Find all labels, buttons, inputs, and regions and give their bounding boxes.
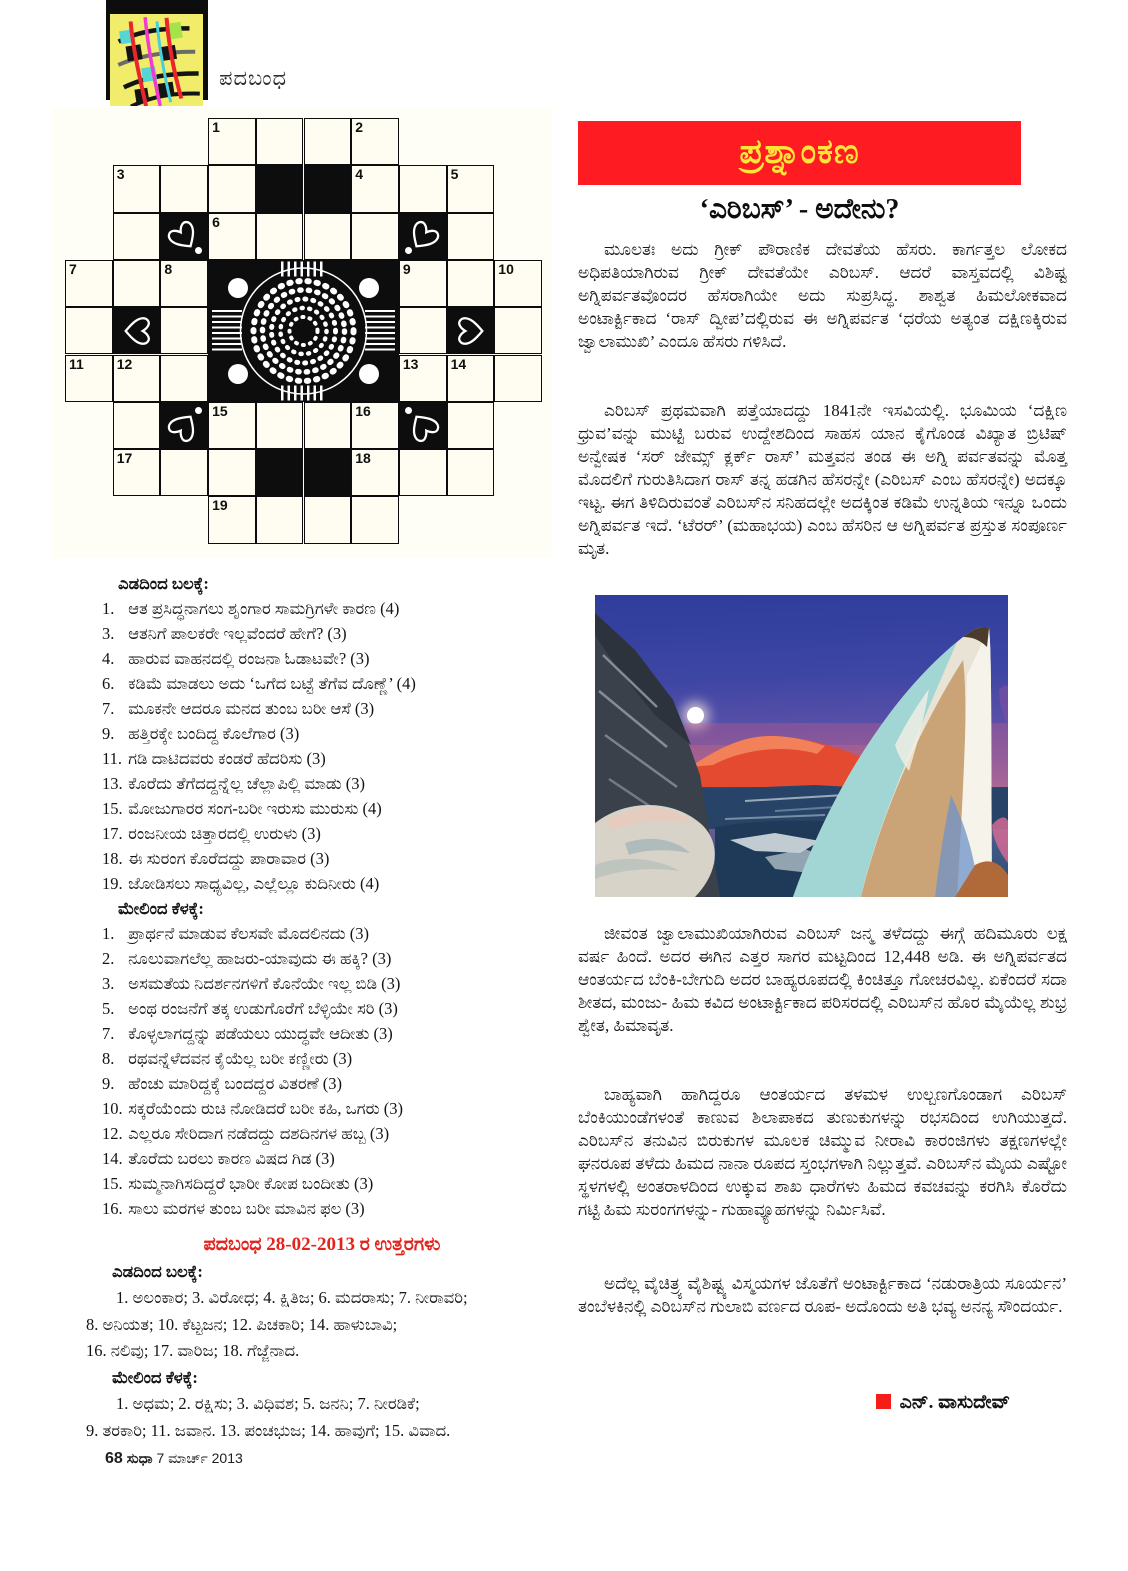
grid-cell [399,307,447,354]
grid-cell [208,118,256,165]
clues-block [98,571,550,1221]
erebus-photo [595,595,1008,897]
grid-cell [160,355,208,402]
clue-number: 11 [69,355,84,372]
clue-number: 17 [116,450,133,467]
across-heading: ಎಡದಿಂದ ಬಲಕ್ಕೆ: [118,574,209,593]
grid-cell [256,118,304,165]
down-clues [98,921,550,1221]
answers-across-lines [86,1285,558,1365]
answers-heading: ಪದಬಂಧ 28-02-2013 ರ ಉತ್ತರಗಳು [203,1234,441,1255]
across-clues [98,596,550,896]
clue-number: 6 [212,213,220,230]
heart-icon [120,313,154,349]
grid-cell [399,402,447,449]
grid-cell [160,165,208,212]
grid-cell [351,402,399,449]
article-paragraph: ಅದೆಲ್ಲ ವೈಚಿತ್ರ್ಯ ವೈಶಿಷ್ಟ್ಯ ವಿಸ್ಮಯಗಳ ಜೊತೆಗೆ ಅಂಟಾರ್ಕ್ಟಿಕಾದ ‘ನಡುರಾತ್ರಿಯ ಸೂರ್ಯನ’ ತಂಬೆಳಕಿನಲ್ಲಿ ಎರಿಬಸ್‌ನ ಗುಲಾಬಿ ವರ್ಣದ ರೂಪ- ಅದೊಂದು ಅತಿ ಭವ್ಯ ಅನನ್ಯ ಸೌಂದರ್ಯ. [578,1274,1067,1316]
down-clue: 1. ಪ್ರಾರ್ಥನೆ ಮಾಡುವ ಕೆಲಸವೇ ಮೊದಲಿನದು (3) [102,924,369,943]
heart-icon [454,313,488,349]
down-clue: 7. ಕೊಳ್ಳಲಾಗದ್ದನ್ನು ಪಡೆಯಲು ಯುದ್ಧವೇ ಆದೀತು (3) [102,1024,393,1043]
across-clue: 7. ಮೂಕನೇ ಆದರೂ ಮನದ ತುಂಬ ಬರೀ ಆಸೆ (3) [102,699,375,718]
grid-cell [113,260,161,307]
across-clue: 18. ಈ ಸುರಂಗ ಕೊರೆದದ್ದು ಪಾರಾವಾರ (3) [102,849,330,868]
article-paragraph: ಮೂಲತಃ ಅದು ಗ್ರೀಕ್ ಪೌರಾಣಿಕ ದೇವತೆಯ ಹೆಸರು. ಕಾರ್ಗತ್ತಲ ಲೋಕದ ಅಧಿಪತಿಯಾಗಿರುವ ಗ್ರೀಕ್ ದೇವತೆಯೇ ಎರಿಬಸ್. ಆದರೆ ವಾಸ್ತವದಲ್ಲಿ ವಿಶಿಷ್ಟ ಅಗ್ನಿಪರ್ವತವೊಂದರ ಹೆಸರಾಗಿಯೇ ಅದು ಸುಪ್ರಸಿದ್ಧ. ಶಾಶ್ವತ ಹಿಮಲೋಕವಾದ ಅಂಟಾರ್ಕ್ಟಿಕಾದ ‘ರಾಸ್ ದ್ವೀಪ’ದಲ್ಲಿರುವ ಈ ಅಗ್ನಿಪರ್ವತ ‘ಧರೆಯ ಅತ್ಯಂತ ದಕ್ಷಿಣಕ್ಕಿರುವ ಜ್ವಾಲಾಮುಖಿ’ ಎಂದೂ ಹೆಸರು ಗಳಿಸಿದೆ. [578,240,1067,351]
issue-date: 7 ಮಾರ್ಚ್ 2013 [156,1450,243,1466]
down-clue: 2. ನೂಲುವಾಗಲೆಲ್ಲ ಹಾಜರು-ಯಾವುದು ಈ ಹಕ್ಕಿ? (3) [102,949,392,968]
down-clue: 5. ಅಂಥ ರಂಜನೆಗೆ ತಕ್ಕ ಉಡುಗೊರೆಗೆ ಬೆಳ್ಳಿಯೇ ಸರಿ (3) [102,999,398,1018]
grid-cell [160,449,208,496]
clue-number: 9 [402,260,411,277]
photo-art [595,595,1008,897]
grid-cell [65,307,113,354]
answers-line: 1. ಅಲಂಕಾರ; 3. ವಿರೋಧ; 4. ಕ್ಷಿತಿಜ; 6. ಮದರಾಸು; 7. ನೀರಾವರಿ; [116,1288,468,1307]
article-kicker-banner: ಪ್ರಶ್ನಾಂಕಣ [578,121,1021,185]
grid-cell [160,213,208,260]
grid-cell [351,165,399,212]
grid-cell [113,213,161,260]
down-clue: 16. ಸಾಲು ಮರಗಳ ತುಂಬ ಬರೀ ಮಾವಿನ ಫಲ (3) [102,1199,365,1218]
grid-cell [256,449,304,496]
clue-number: 13 [402,355,419,372]
grid-cell [304,402,352,449]
grid-cell [256,402,304,449]
answers-block [86,1232,558,1444]
grid-cell [351,449,399,496]
grid-cell [447,402,495,449]
grid-cell [399,213,447,260]
grid-cell [113,307,161,354]
center-emblem [208,260,399,402]
heart-dot-icon [405,407,412,414]
byline-square-icon [876,1394,891,1409]
down-clue: 14. ತೊರೆದು ಬರಲು ಕಾರಣ ವಿಷದ ಗಿಡ (3) [102,1149,335,1168]
down-clue: 9. ಹೆಂಚು ಮಾರಿದ್ದಕ್ಕೆ ಬಂದದ್ದರ ವಿತರಣೆ (3) [102,1074,342,1093]
grid-cell [494,355,542,402]
across-clue: 17. ರಂಜನೀಯ ಚಿತ್ತಾರದಲ್ಲಿ ಉರುಳು (3) [102,824,321,843]
across-clue: 1. ಆತ ಪ್ರಸಿದ್ಧನಾಗಲು ಶೃಂಗಾರ ಸಾಮಗ್ರಿಗಳೇ ಕಾರಣ (4) [102,599,400,618]
clue-number: 3 [116,166,125,183]
article-paragraph: ಎರಿಬಸ್ ಪ್ರಥಮವಾಗಿ ಪತ್ತೆಯಾದದ್ದು 1841ನೇ ಇಸವಿಯಲ್ಲಿ. ಭೂಮಿಯ ‘ದಕ್ಷಿಣ ಧ್ರುವ’ವನ್ನು ಮುಟ್ಟಿ ಬರುವ ಉದ್ದೇಶದಿಂದ ಸಾಹಸ ಯಾನ ಕೈಗೊಂಡ ವಿಖ್ಯಾತ ಬ್ರಿಟಿಷ್ ಅನ್ವೇಷಕ ‘ಸರ್ ಜೇಮ್ಸ್ ಕ್ಲರ್ಕ್ ರಾಸ್’ ಮತ್ತವನ ತಂಡ ಈ ಅಗ್ನಿ ಪರ್ವತವನ್ನು ಮೊತ್ತ ಮೊದಲಿಗೆ ಗುರುತಿಸಿದಾಗ ರಾಸ್ ತನ್ನ ಹಡಗಿನ ಹೆಸರನ್ನೇ (ಎರಿಬಸ್ ಎಂಬ ಹೆಸರನ್ನೇ) ಅದಕ್ಕೂ ಇಟ್ಟ. ಈಗ ತಿಳಿದಿರುವಂತೆ ಎರಿಬಸ್‌ನ ಸನಿಹದಲ್ಲೇ ಅದಕ್ಕಿಂತ ಕಡಿಮೆ ಉನ್ನತಿಯ ಇನ್ನೂ ಒಂದು ಅಗ್ನಿಪರ್ವತ ಇದೆ. ‘ಟೆರರ್’ (ಮಹಾಭಯ) ಎಂಬ ಹೆಸರಿನ ಆ ಅಗ್ನಿಪರ್ವತ ಪ್ರಸ್ತುತ ಸಂಪೂರ್ಣ ಮೃತ. [578,401,1067,558]
grid-cell [447,213,495,260]
grid-cell [494,307,542,354]
clue-number: 8 [164,260,173,277]
clue-number: 4 [355,166,363,183]
across-clue: 4. ಹಾರುವ ವಾಹನದಲ್ಲಿ ರಂಜನಾ ಓಡಾಟವೇ? (3) [102,649,370,668]
grid-cell [256,213,304,260]
answers-line: 9. ತರಕಾರಿ; 11. ಜವಾನ. 13. ಪಂಚಭುಜ; 14. ಹಾವುಗೆ; 15. ವಿವಾದ. [86,1420,451,1440]
clue-number: 14 [450,355,467,372]
answers-down-heading: ಮೇಲಿಂದ ಕೆಳಕ್ಕೆ: [112,1367,198,1387]
grid-cell [447,355,495,402]
article-paragraph: ಬಾಹ್ಯವಾಗಿ ಹಾಗಿದ್ದರೂ ಆಂತರ್ಯದ ತಳಮಳ ಉಲ್ಬಣಗೊಂಡಾಗ ಎರಿಬಸ್ ಬೆಂಕಿಯುಂಡೆಗಳಂತೆ ಕಾಣುವ ಶಿಲಾಪಾಕದ ತುಣುಕುಗಳನ್ನು ರಭಸದಿಂದ ಉಗಿಯುತ್ತದೆ. ಎರಿಬಸ್‌ನ ತನುವಿನ ಬಿರುಕುಗಳ ಮೂಲಕ ಚಿಮ್ಮುವ ನೀರಾವಿ ಕಾರಂಜಿಗಳು ತಕ್ಷಣಗಳಲ್ಲೇ ಘನರೂಪ ತಳೆದು ಹಿಮದ ನಾನಾ ರೂಪದ ಸ್ತಂಭಗಳಾಗಿ ನಿಲ್ಲುತ್ತವೆ. ಎರಿಬಸ್‌ನ ಮೈಯ ಎಷ್ಟೋ ಸ್ಥಳಗಳಲ್ಲಿ ಅಂತರಾಳದಿಂದ ಉಕ್ಕುವ ಶಾಖ ಧಾರೆಗಳು ಹಿಮದ ಕವಚವನ್ನು ಕರಗಿಸಿ ಕೊರೆದು ಗಟ್ಟಿ ಹಿಮ ಸುರಂಗಗಳನ್ನು- ಗುಹಾವ್ಯೂಹಗಳನ್ನು ನಿರ್ಮಿಸಿವೆ. [578,1085,1067,1219]
grid-cell [208,496,256,543]
across-clue: 3. ಆತನಿಗೆ ಪಾಲಕರೇ ಇಲ್ಲವೆಂದರೆ ಹೇಗೆ? (3) [102,624,347,643]
crossword-grid [65,118,543,545]
grid-cell [494,260,542,307]
byline [578,1392,1010,1414]
grid-cell [304,118,352,165]
answers-line: 8. ಅನಿಯತ; 10. ಕೆಟ್ಟಜನ; 12. ಪಿಚಕಾರಿ; 14. ಹಾಳುಬಾವಿ; [86,1314,398,1334]
across-clue: 6. ಕಡಿಮೆ ಮಾಡಲು ಅದು ‘ಒಗೆದ ಬಟ್ಟೆ ತೆಗೆವ ದೊಣ್ಣೆ’ (4) [102,674,416,693]
clue-number: 12 [116,355,133,372]
grid-cell [208,165,256,212]
page-number: 68 [105,1450,123,1467]
clue-number: 5 [450,166,459,183]
grid-cell [447,307,495,354]
clue-number: 15 [212,402,228,419]
grid-cell [160,402,208,449]
grid-cell [447,260,495,307]
answers-line: 1. ಅಧಮ; 2. ರಕ್ಷಿಸು; 3. ವಿಧಿವಶ; 5. ಜನನಿ; 7. ನೀರಡಿಕೆ; [116,1394,420,1413]
grid-cell [113,402,161,449]
crossword-logo [110,14,203,106]
grid-cell [447,449,495,496]
grid-cell [447,165,495,212]
answers-down-lines [86,1391,558,1444]
down-heading: ಮೇಲಿಂದ ಕೆಳಕ್ಕೆ: [118,899,204,918]
grid-cell [304,165,352,212]
heart-icon [160,212,209,260]
grid-cell [113,355,161,402]
clue-number: 10 [498,260,514,277]
grid-cell [351,213,399,260]
grid-cell [304,213,352,260]
heart-dot-icon [195,247,202,254]
article-paragraph: ಜೀವಂತ ಜ್ವಾಲಾಮುಖಿಯಾಗಿರುವ ಎರಿಬಸ್ ಜನ್ಮ ತಳೆದದ್ದು ಈಗ್ಗೆ ಹದಿಮೂರು ಲಕ್ಷ ವರ್ಷ ಹಿಂದೆ. ಅದರ ಈಗಿನ ಎತ್ತರ ಸಾಗರ ಮಟ್ಟದಿಂದ 12,448 ಅಡಿ. ಈ ಅಗ್ನಿಪರ್ವತದ ಆಂತರ್ಯದ ಬೆಂಕಿ-ಬೇಗುದಿ ಅದರ ಬಾಹ್ಯರೂಪದಲ್ಲಿ ಕಿಂಚಿತ್ತೂ ಗೋಚರವಿಲ್ಲ. ಏಕೆಂದರೆ ಸದಾ ಶೀತದ, ಮಂಜು- ಹಿಮ ಕವಿದ ಅಂಟಾರ್ಕ್ಟಿಕಾದ ಪರಿಸರದಲ್ಲಿ ಎರಿಬಸ್‌ನ ಹೊರ ಮೈಯೆಲ್ಲ ಶುಭ್ರ ಶ್ವೇತ, ಹಿಮಾವೃತ. [578,924,1067,1035]
clue-number: 18 [355,450,371,467]
answers-across-heading: ಎಡದಿಂದ ಬಲಕ್ಕೆ: [112,1261,203,1281]
grid-cell [304,496,352,543]
article-title: ‘ಎರಿಬಸ್’ - ಅದೇನು? [699,194,900,225]
grid-cell [399,355,447,402]
down-clue: 10. ಸಕ್ಕರೆಯೆಂದು ರುಚಿ ನೋಡಿದರೆ ಬರೀ ಕಹಿ, ಒಗರು (3) [102,1099,403,1118]
across-clue: 11. ಗಡಿ ದಾಟಿದವರು ಕಂಡರೆ ಹೆದರಿಸು (3) [102,749,326,768]
clue-number: 16 [355,402,371,419]
down-clue: 15. ಸುಮ್ಮನಾಗಿಸದಿದ್ದರೆ ಭಾರೀ ಕೋಪ ಬಂದೀತು (3) [102,1174,374,1193]
clue-number: 7 [69,260,77,277]
heart-dot-icon [405,247,412,254]
grid-cell [399,260,447,307]
grid-cell [113,449,161,496]
across-clue: 13. ಕೊರೆದು ತೆಗೆದದ್ದನ್ನೆಲ್ಲ ಚೆಲ್ಲಾಪಿಲ್ಲಿ ಮಾಡು (3) [102,774,366,793]
across-clue: 15. ಮೋಜುಗಾರರ ಸಂಗ-ಬರೀ ಇರುಸು ಮುರುಸು (4) [102,799,382,818]
grid-cell [256,165,304,212]
grid-cell [256,496,304,543]
down-clue: 8. ರಥವನ್ನೆಳೆದವನ ಕೈಯೆಲ್ಲ ಬರೀ ಕಣ್ಣೀರು (3) [102,1049,353,1068]
down-clue: 12. ಎಲ್ಲರೂ ಸೇರಿದಾಗ ನಡೆದದ್ದು ದಶದಿನಗಳ ಹಬ್ಬ (3) [102,1124,390,1143]
clue-number: 2 [355,119,363,135]
section-label: ಪದಬಂಧ [219,66,288,90]
grid-cell [208,213,256,260]
grid-cell [113,165,161,212]
grid-cell [208,402,256,449]
clue-number: 19 [212,497,228,514]
clue-number: 1 [212,119,220,135]
answers-line: 16. ನಲಿವು; 17. ವಾರಿಜ; 18. ಗೆಜ್ಜೆನಾದ. [86,1341,300,1360]
page-footer [105,1450,243,1468]
grid-cell [160,260,208,307]
grid-cell [399,449,447,496]
grid-cell [65,355,113,402]
crossword-logo-art [110,14,203,106]
heart-dot-icon [195,407,202,414]
grid-cell [351,118,399,165]
grid-cell [399,165,447,212]
magazine-name: ಸುಧಾ [126,1450,153,1466]
grid-cell [304,449,352,496]
grid-cell [208,449,256,496]
across-clue: 9. ಹತ್ತಿರಕ್ಕೇ ಬಂದಿದ್ದ ಕೊಲೆಗಾರ (3) [102,724,300,743]
grid-cell [65,260,113,307]
byline-name: ಎನ್. ವಾಸುದೇವ್ [899,1392,1010,1413]
grid-cell [160,307,208,354]
down-clue: 3. ಅಸಮತೆಯ ನಿದರ್ಶನಗಳಿಗೆ ಕೊನೆಯೇ ಇಲ್ಲ ಬಿಡಿ (3) [102,974,401,993]
heart-icon [398,212,447,260]
across-clue: 19. ಜೋಡಿಸಲು ಸಾಧ್ಯವಿಲ್ಲ, ಎಲ್ಲೆಲ್ಲೂ ಕುದಿನೀರು (4) [102,874,380,893]
grid-cell [351,496,399,543]
